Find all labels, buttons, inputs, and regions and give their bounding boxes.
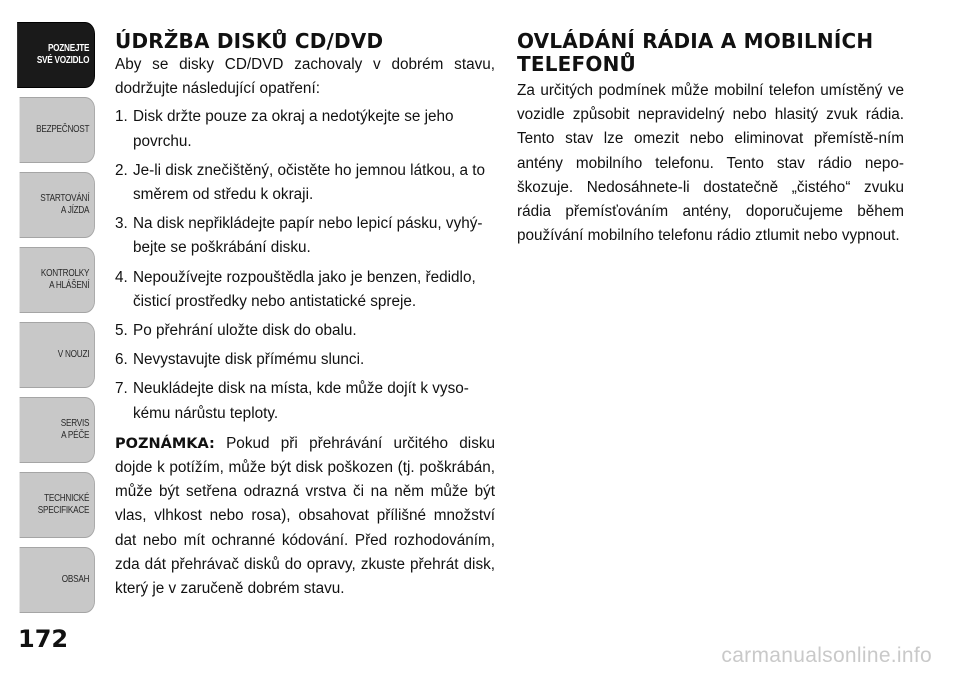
list-item [115, 105, 495, 153]
list-item-number: 7. [115, 380, 128, 398]
page-number: 172 [18, 625, 69, 653]
care-instructions-list [115, 105, 495, 425]
list-item [115, 159, 495, 207]
list-item-number: 4. [115, 268, 128, 286]
right-column [517, 30, 904, 248]
tab-servis-a-pece[interactable]: SERVIS A PÉČE [20, 397, 95, 463]
left-column [115, 30, 495, 601]
list-item-text: Neukládejte disk na místa, kde může dojít k vyso-kému nárůstu teploty. [133, 380, 469, 422]
list-item-number: 6. [115, 351, 128, 369]
tab-technicke-specifikace[interactable]: TECHNICKÉ SPECIFIKACE [20, 472, 95, 538]
list-item-number: 3. [115, 215, 128, 233]
list-item [115, 212, 495, 260]
radio-phone-paragraph: Za určitých podmínek může mobilní telefon umístěný ve vozidle způsobit nepravidelný nebo hlasitý zvuk rádia. Tento stav lze omezit nebo eliminovat přemístě-ním antény mobilního telefonu. Tento stav rádio nepo-škozuje. Nedosáhnete-li dostatečně „čistého“ zvuku rádia přemísťováním antény, doporučujeme během používání mobilního telefonu rádio ztlumit nebo vypnout. [517, 82, 904, 245]
tab-poznejte-sve-vozidlo[interactable]: POZNEJTE SVÉ VOZIDLO [17, 22, 95, 88]
list-item [115, 266, 495, 314]
list-item-text: Na disk nepřikládejte papír nebo lepicí pásku, vyhý-bejte se poškrábání disku. [133, 215, 483, 257]
list-item-text: Je-li disk znečištěný, očistěte ho jemnou látkou, a to směrem od středu k okraji. [133, 161, 486, 204]
list-item-text: Nepoužívejte rozpouštědla jako je benzen, ředidlo, čisticí prostředky nebo antistatické spreje. [133, 268, 476, 310]
tab-startovani-a-jizda[interactable]: STARTOVÁNÍ A JÍZDA [20, 172, 95, 238]
list-item [115, 348, 495, 372]
list-item [115, 377, 495, 425]
tab-v-nouzi[interactable]: V NOUZI [20, 322, 95, 388]
section-heading-radio-phones: OVLÁDÁNÍ RÁDIA A MOBILNÍCH TELEFONŮ [517, 29, 874, 76]
list-item-number: 1. [115, 108, 128, 126]
note-paragraph [115, 432, 495, 601]
tab-kontrolky-a-hlaseni[interactable]: KONTROLKY A HLÁŠENÍ [20, 247, 95, 313]
note-text: Pokud při přehrávání určitého disku dojde k potížím, může být disk poškozen (tj. poškrábán, může být setřena odrazná vrstva či na něm může být vlas, vlhkost nebo rosa), obsahovat přílišné množství dat nebo mít ochranné kódování. Před rozhodováním, zda dát přehrávač disků do opravy, zkuste přehrát disk, který je v zaručeně dobrém stavu. [115, 434, 496, 598]
watermark: carmanualsonline.info [721, 644, 932, 667]
tab-bezpecnost[interactable]: BEZPEČNOST [20, 97, 95, 163]
list-item-number: 5. [115, 322, 128, 340]
tab-obsah[interactable]: OBSAH [20, 547, 95, 613]
section-heading-disc-care: ÚDRŽBA DISKŮ CD/DVD [115, 29, 384, 53]
intro-paragraph: Aby se disky CD/DVD zachovaly v dobrém stavu, dodržujte následující opatření: [115, 56, 495, 98]
note-label: POZNÁMKA: [115, 435, 215, 452]
list-item-number: 2. [115, 161, 128, 179]
list-item [115, 319, 495, 343]
list-item-text: Nevystavujte disk přímému slunci. [133, 351, 365, 369]
list-item-text: Disk držte pouze za okraj a nedotýkejte se jeho povrchu. [133, 108, 454, 150]
list-item-text: Po přehrání uložte disk do obalu. [133, 322, 357, 340]
